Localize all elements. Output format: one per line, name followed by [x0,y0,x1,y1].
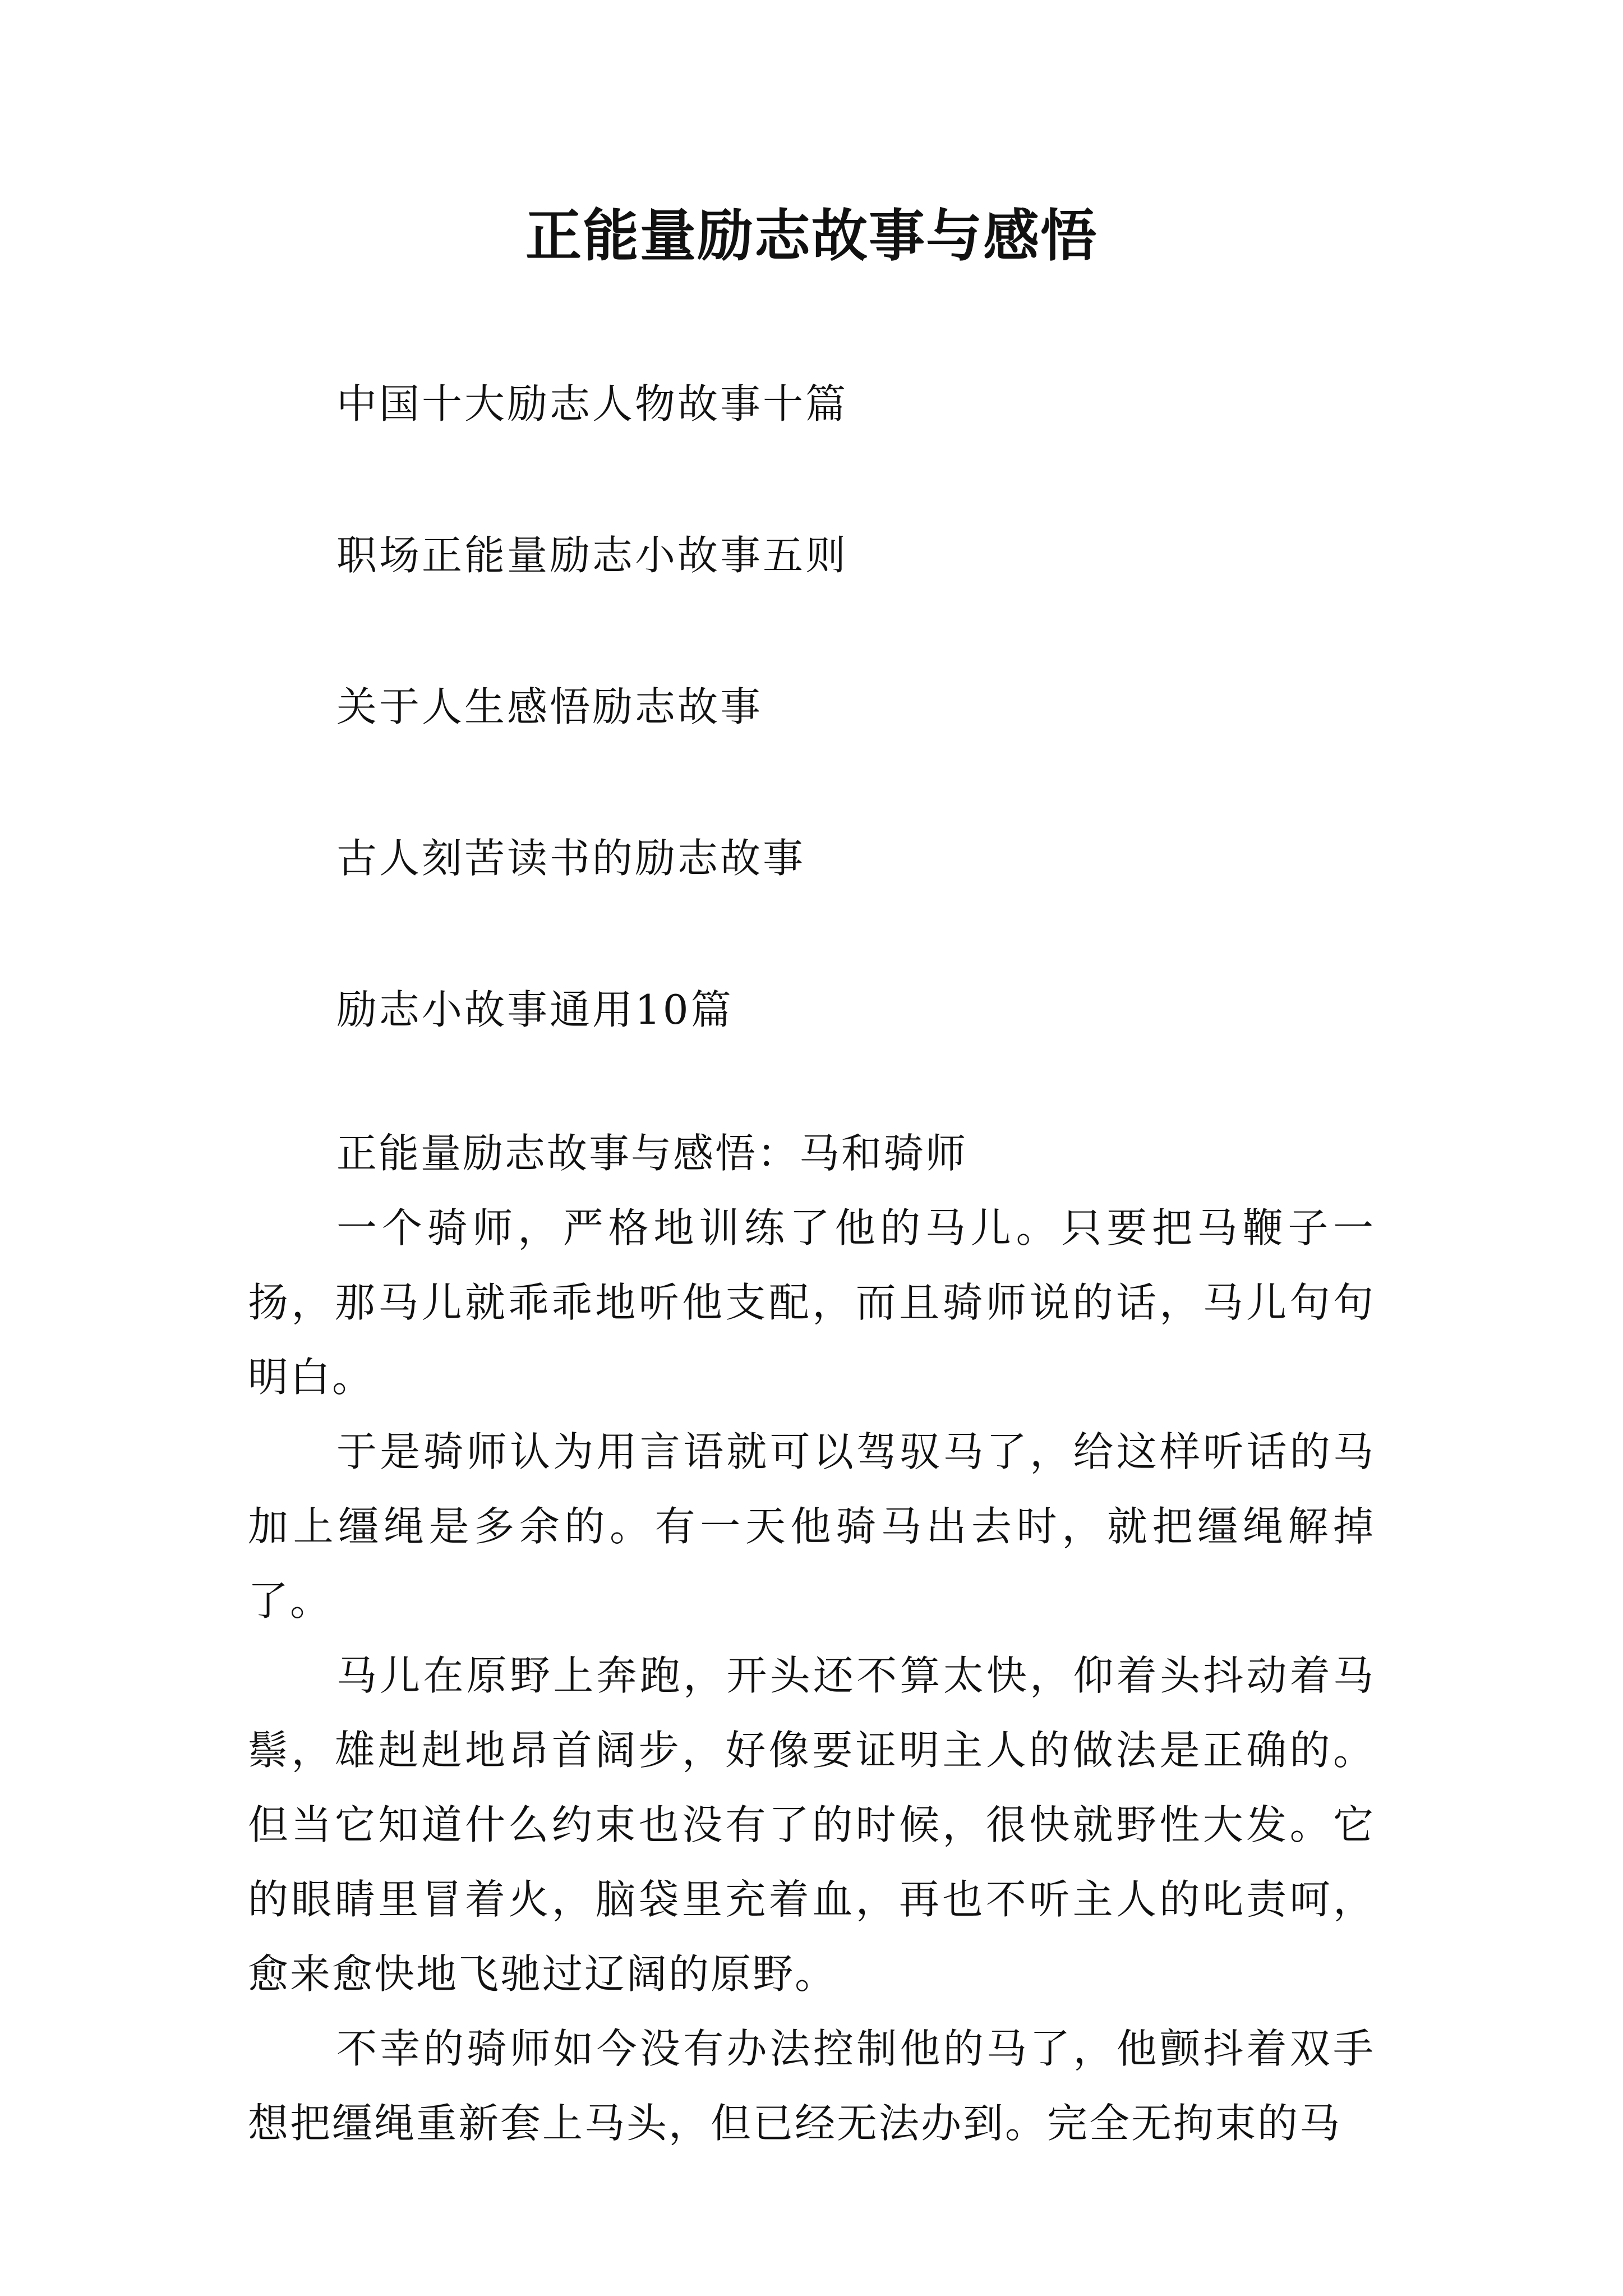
article-body [248,1116,1375,2161]
article-paragraph: 不幸的骑师如今没有办法控制他的马了，他颤抖着双手想把缰绳重新套上马头，但已经无法办到。完全无拘束的马 [248,2025,1375,2147]
article-paragraph: 马儿在原野上奔跑，开头还不算太快，仰着头抖动着马鬃，雄赳赳地昂首阔步，好像要证明主人的做法是正确的。但当它知道什么约束也没有了的时候，很快就野性大发。它的眼睛里冒着火，脑袋里充着血，再也不听主人的叱责呵，愈来愈快地飞驰过辽阔的原野。 [248,1652,1375,1998]
article-paragraph: 一个骑师，严格地训练了他的马儿。只要把马鞭子一扬，那马儿就乖乖地听他支配，而且骑师说的话，马儿句句明白。 [248,1204,1375,1401]
related-article-item: 职场正能量励志小故事五则 [336,532,849,579]
article-heading: 正能量励志故事与感悟：马和骑师 [336,1130,968,1177]
related-article-item: 中国十大励志人物故事十篇 [336,380,849,427]
article-paragraph: 于是骑师认为用言语就可以驾驭马了，给这样听话的马加上缰绳是多余的。有一天他骑马出去时，就把缰绳解掉了。 [248,1428,1375,1625]
related-articles-list [336,376,1458,1133]
related-article-item: 古人刻苦读书的励志故事 [336,835,806,882]
document-title: 正能量励志故事与感悟 [525,203,1098,269]
related-article-item: 励志小故事通用10篇 [336,986,734,1033]
related-article-item: 关于人生感悟励志故事 [336,683,763,730]
